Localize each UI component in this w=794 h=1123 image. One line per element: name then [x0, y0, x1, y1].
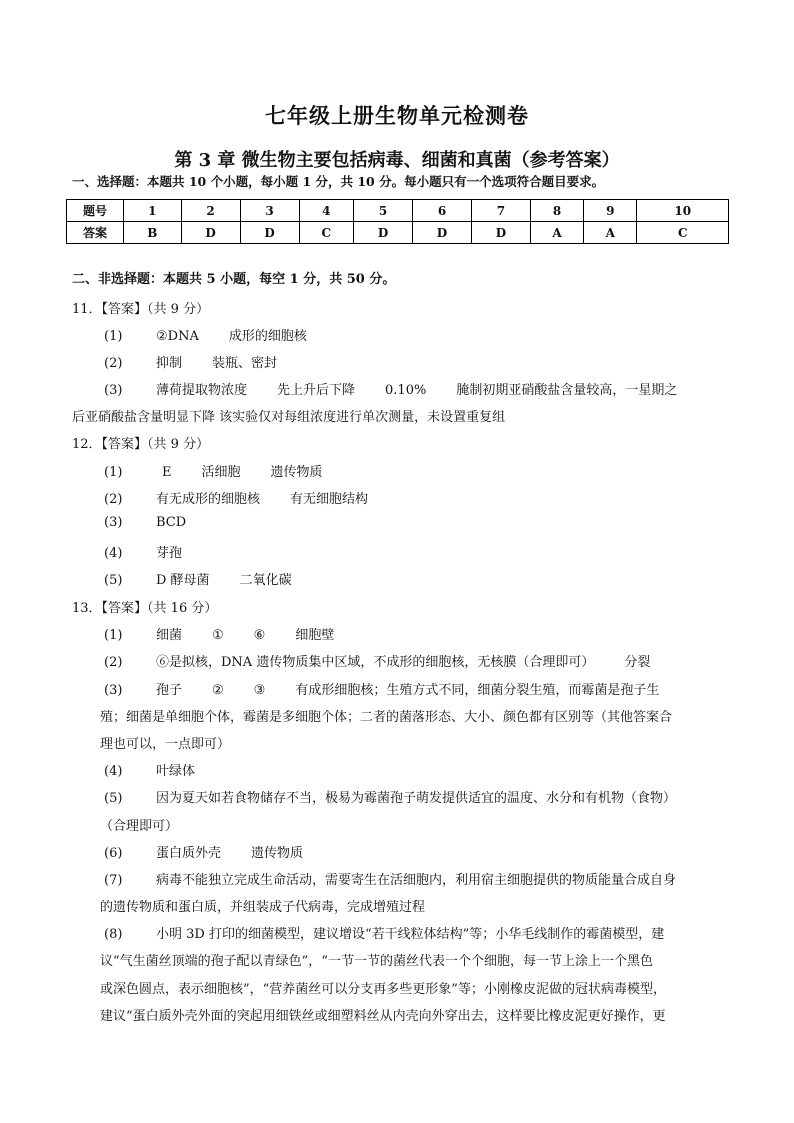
q12-part3 — [104, 515, 186, 530]
part-number: (1) — [104, 329, 123, 344]
answer-text: 0.10% — [385, 383, 427, 398]
answer-text: 细菌 — [156, 628, 183, 643]
answer-text: BCD — [156, 515, 187, 530]
answer-text: 腌制初期亚硝酸盐含量较高，一星期之 — [456, 383, 678, 398]
q13-part7 — [104, 869, 676, 888]
answer-text: 病毒不能独立完成生命活动，需要寄生在活细胞内，利用宿主细胞提供的物质能量合成自身 — [156, 873, 677, 888]
answer-text: 有无细胞结构 — [290, 492, 369, 507]
part-number: (6) — [104, 846, 123, 861]
answer-text: 先上升后下降 — [277, 383, 356, 398]
answer-text: 小明 3D 打印的细菌模型，建议增设“若干线粒体结构”等；小华毛线制作的霉菌模型，建 — [156, 927, 665, 942]
table-cell: A — [584, 222, 637, 244]
section1-heading: 一、选择题：本题共 10 个小题，每小题 1 分，共 10 分。每小题只有一个选项符合题目要求。 — [72, 174, 605, 189]
part-number: (2) — [104, 655, 123, 670]
q11-part3 — [104, 379, 677, 398]
part-number: (8) — [104, 927, 123, 942]
table-cell: 1 — [124, 200, 182, 222]
table-cell: A — [530, 222, 583, 244]
table-cell: D — [413, 222, 472, 244]
answer-text: E — [162, 465, 172, 480]
answer-text: 抑制 — [156, 356, 183, 371]
q13-part5 — [104, 787, 676, 806]
q12-part1 — [104, 461, 323, 480]
table-cell: C — [299, 222, 354, 244]
part-number: (1) — [104, 465, 123, 480]
q13-part8-continued: 或深色圆点，表示细胞核”，“营养菌丝可以分支再多些更形象”等；小刚橡皮泥做的冠状病毒模型， — [100, 982, 666, 997]
answer-text: 有成形细胞核；生殖方式不同，细菌分裂生殖，而霉菌是孢子生 — [295, 683, 660, 698]
q13-part3 — [104, 679, 659, 698]
q12-part2 — [104, 488, 368, 507]
answer-text: 二氧化碳 — [239, 573, 292, 588]
part-number: (2) — [104, 356, 123, 371]
q11-part2 — [104, 352, 277, 371]
q13-part1 — [104, 624, 334, 643]
q12-heading: 12．【答案】（共 9 分） — [72, 437, 210, 452]
q13-part2 — [104, 651, 650, 670]
q11-part3-continued: 后亚硝酸盐含量明显下降 该实验仅对每组浓度进行单次测量，未设置重复组 — [72, 410, 506, 425]
table-row-numbers — [67, 200, 729, 222]
page-title: 七年级上册生物单元检测卷 — [265, 103, 529, 128]
table-row-answers — [67, 222, 729, 244]
answer-text: 蛋白质外壳 — [156, 846, 222, 861]
table-cell: 7 — [471, 200, 530, 222]
part-number: (5) — [104, 791, 123, 806]
row-label-answer: 答案 — [67, 222, 124, 244]
page-subtitle: 第 3 章 微生物主要包括病毒、细菌和真菌（参考答案） — [174, 150, 620, 171]
q13-part7-continued: 的遗传物质和蛋白质，并组装成子代病毒，完成增殖过程 — [100, 900, 426, 915]
part-number: (3) — [104, 383, 123, 398]
q12-part5 — [104, 569, 292, 588]
answer-text: 分裂 — [624, 655, 651, 670]
answer-text: 薄荷提取物浓度 — [156, 383, 248, 398]
answer-text: 孢子 — [156, 683, 183, 698]
answer-text: 遗传物质 — [251, 846, 304, 861]
choice-answer-table — [66, 199, 729, 244]
answer-text: 成形的细胞核 — [228, 329, 307, 344]
answer-text: 因为夏天如若食物储存不当，极易为霉菌孢子萌发提供适宜的温度、水分和有机物（食物） — [156, 791, 677, 806]
part-number: (4) — [104, 764, 123, 779]
table-cell: D — [240, 222, 299, 244]
table-cell: D — [354, 222, 413, 244]
q11-part1 — [104, 325, 307, 344]
part-number: (7) — [104, 873, 123, 888]
part-number: (3) — [104, 683, 123, 698]
q13-part3-continued: 殖；细菌是单细胞个体，霉菌是多细胞个体；二者的菌落形态、大小、颜色都有区别等（其他答案合 — [100, 710, 673, 725]
q13-part8 — [104, 923, 664, 942]
q12-part4 — [104, 542, 182, 561]
part-number: (4) — [104, 546, 123, 561]
answer-text: ③ — [253, 683, 266, 698]
part-number: (1) — [104, 628, 123, 643]
q13-part8-continued: 议“气生菌丝顶端的孢子配以青绿色”，“一节一节的菌丝代表一个个细胞，每一节上涂上一个黑色 — [100, 954, 653, 969]
answer-text: ⑥是拟核，DNA 遗传物质集中区域，不成形的细胞核，无核膜（合理即可） — [156, 655, 595, 670]
table-cell: 8 — [530, 200, 583, 222]
answer-text: 叶绿体 — [156, 764, 196, 779]
q13-part5-continued: （合理即可） — [100, 819, 179, 834]
answer-text: ②DNA — [156, 329, 199, 344]
table-cell: 6 — [413, 200, 472, 222]
answer-text: 活细胞 — [201, 465, 241, 480]
answer-text: 遗传物质 — [270, 465, 323, 480]
table-cell: D — [471, 222, 530, 244]
q13-part8-continued: 建议“蛋白质外壳外面的突起用细铁丝或细塑料丝从内壳向外穿出去，这样要比橡皮泥更好操作，更 — [100, 1009, 666, 1024]
table-cell: 5 — [354, 200, 413, 222]
part-number: (2) — [104, 492, 123, 507]
table-cell: C — [637, 222, 729, 244]
q13-part4 — [104, 760, 195, 779]
answer-text: 有无成形的细胞核 — [156, 492, 261, 507]
table-cell: 9 — [584, 200, 637, 222]
q11-heading: 11．【答案】（共 9 分） — [72, 302, 210, 317]
row-label-question-number: 题号 — [67, 200, 124, 222]
section2-heading: 二、非选择题：本题共 5 小题，每空 1 分，共 50 分。 — [72, 272, 396, 287]
q13-heading: 13．【答案】（共 16 分） — [72, 601, 218, 616]
answer-text: 芽孢 — [156, 546, 183, 561]
table-cell: 2 — [181, 200, 240, 222]
answer-text: ② — [212, 683, 224, 698]
answer-text: 装瓶、密封 — [212, 356, 278, 371]
table-cell: 10 — [637, 200, 729, 222]
q13-part3-continued: 理也可以，一点即可） — [100, 737, 231, 752]
q13-part6 — [104, 842, 303, 861]
answer-text: D 酵母菌 — [156, 573, 210, 588]
table-cell: 3 — [240, 200, 299, 222]
table-cell: 4 — [299, 200, 354, 222]
answer-text: ① — [212, 628, 224, 643]
answer-text: 细胞壁 — [295, 628, 335, 643]
part-number: (5) — [104, 573, 123, 588]
part-number: (3) — [104, 515, 123, 530]
answer-text: ⑥ — [253, 628, 266, 643]
table-cell: B — [124, 222, 182, 244]
table-cell: D — [181, 222, 240, 244]
